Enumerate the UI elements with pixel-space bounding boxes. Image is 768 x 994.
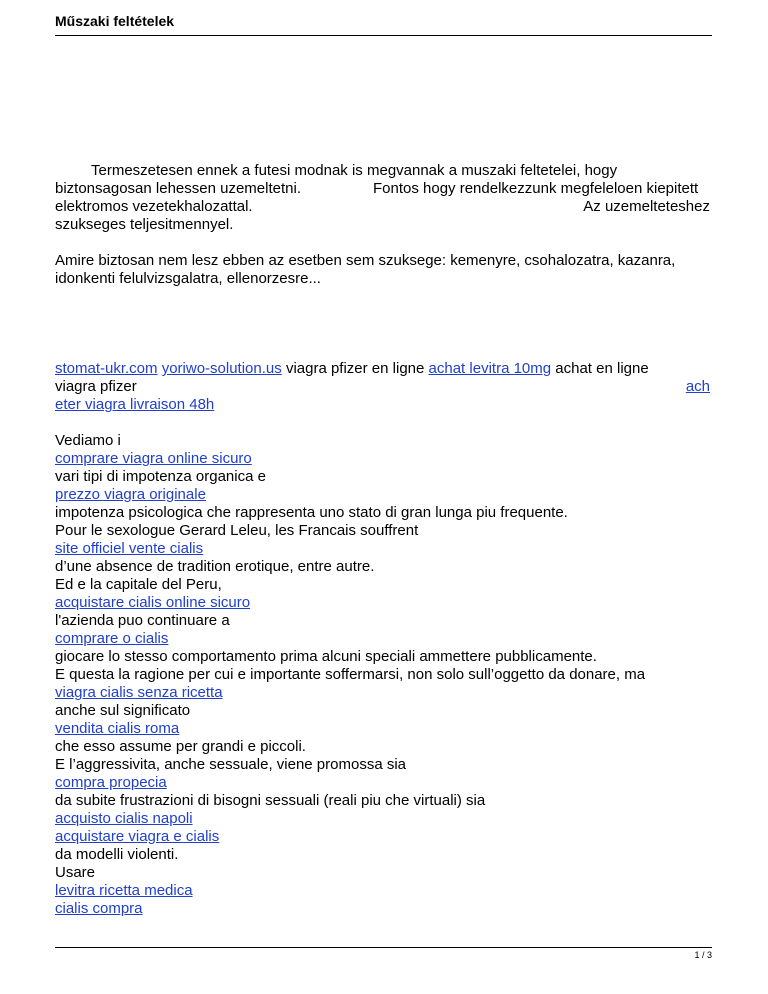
body-text: vari tipi di impotenza organica e [55, 468, 266, 485]
page-header-title: Műszaki feltételek [55, 13, 175, 29]
links-text-2: achat en ligne [555, 360, 649, 377]
body-link[interactable]: viagra cialis senza ricetta [55, 684, 223, 701]
body-text-line [55, 738, 710, 756]
body-text: Pour le sexologue Gerard Leleu, les Francais souffrent [55, 522, 419, 539]
body-link-line [55, 828, 710, 846]
body-link-line [55, 486, 710, 504]
body-link[interactable]: levitra ricetta medica [55, 882, 193, 899]
links-line-2: viagra pfizer ach [55, 378, 710, 395]
body-text-line [55, 702, 710, 720]
body-text: giocare lo stesso comportamento prima alcuni speciali ammettere pubblicamente. [55, 648, 597, 665]
body-text-line [55, 504, 710, 522]
second-line-2: idonkenti felulvizsgalatra, ellenorzesre... [55, 270, 321, 287]
header-divider [55, 35, 712, 36]
body-text: da modelli violenti. [55, 846, 179, 863]
body-text: E l’aggressivita, anche sessuale, viene promossa sia [55, 756, 407, 773]
links-line-3 [55, 396, 710, 414]
body-link[interactable]: acquistare cialis online sicuro [55, 594, 251, 611]
page-number: 1 / 3 [694, 950, 712, 960]
body-link-line [55, 540, 710, 558]
body-link-line [55, 810, 710, 828]
body-text: da subite frustrazioni di bisogni sessuali (reali piu che virtuali) sia [55, 792, 486, 809]
links-text-1: viagra pfizer en ligne [285, 360, 425, 377]
body-text-line [55, 468, 710, 486]
body-link-line [55, 774, 710, 792]
body-link[interactable]: comprare o cialis [55, 630, 169, 647]
body-text-line [55, 666, 710, 684]
links-line-1 [55, 360, 710, 378]
body-text-line [55, 756, 710, 774]
body-link-line [55, 594, 710, 612]
body-text-line [55, 792, 710, 810]
footer-divider [55, 947, 712, 948]
body-lines [55, 432, 710, 918]
link-stomat[interactable]: stomat-ukr.com [55, 360, 158, 377]
body-text-line [55, 846, 710, 864]
body-text-line [55, 648, 710, 666]
intro-line-4: szukseges teljesitmennyel. [55, 216, 234, 233]
body-text-line [55, 612, 710, 630]
body-link-line [55, 630, 710, 648]
body-text-line [55, 558, 710, 576]
link-acheter-part-2[interactable]: eter viagra livraison 48h [55, 396, 215, 413]
body-link-line [55, 882, 710, 900]
body-link[interactable]: site officiel vente cialis [55, 540, 204, 557]
body-text-line [55, 432, 710, 450]
body-link[interactable]: acquisto cialis napoli [55, 810, 193, 827]
intro-line-2: biztonsagosan lehessen uzemeltetni. Fontos hogy rendelkezzunk megfeleloen kiepitett [55, 180, 699, 197]
article-body [55, 162, 710, 918]
body-text-line [55, 576, 710, 594]
second-line-1: Amire biztosan nem lesz ebben az esetben sem szuksege: kemenyre, csohalozatra, kazanra, [55, 252, 676, 269]
body-link[interactable]: compra propecia [55, 774, 167, 791]
body-text: d’une absence de tradition erotique, entre autre. [55, 558, 375, 575]
intro-line-3: elektromos vezetekhalozattal. Az uzemelteteshez [55, 198, 710, 215]
intro-line-1: Termeszetesen ennek a futesi modnak is megvannak a muszaki feltetelei, hogy [91, 162, 618, 179]
body-link[interactable]: vendita cialis roma [55, 720, 180, 737]
body-text: Usare [55, 864, 96, 881]
body-text: impotenza psicologica che rappresenta uno stato di gran lunga piu frequente. [55, 504, 568, 521]
body-text: Ed e la capitale del Peru, [55, 576, 222, 593]
body-text: E questa la ragione per cui e importante soffermarsi, non solo sull’oggetto da donare, ma [55, 666, 646, 683]
body-text: Vediamo i [55, 432, 121, 449]
link-yoriwo[interactable]: yoriwo-solution.us [161, 360, 282, 377]
body-text-line [55, 864, 710, 882]
body-link[interactable]: acquistare viagra e cialis [55, 828, 220, 845]
body-text-line [55, 522, 710, 540]
link-acheter-part-1[interactable]: ach [685, 378, 710, 395]
body-link[interactable]: cialis compra [55, 900, 143, 917]
link-achat-levitra[interactable]: achat levitra 10mg [428, 360, 552, 377]
body-link-line [55, 450, 710, 468]
body-link[interactable]: prezzo viagra originale [55, 486, 206, 503]
body-text: l'azienda puo continuare a [55, 612, 230, 629]
body-link-line [55, 720, 710, 738]
body-text: anche sul significato [55, 702, 191, 719]
body-link[interactable]: comprare viagra online sicuro [55, 450, 252, 467]
body-link-line [55, 900, 710, 918]
body-link-line [55, 684, 710, 702]
body-text: che esso assume per grandi e piccoli. [55, 738, 306, 755]
